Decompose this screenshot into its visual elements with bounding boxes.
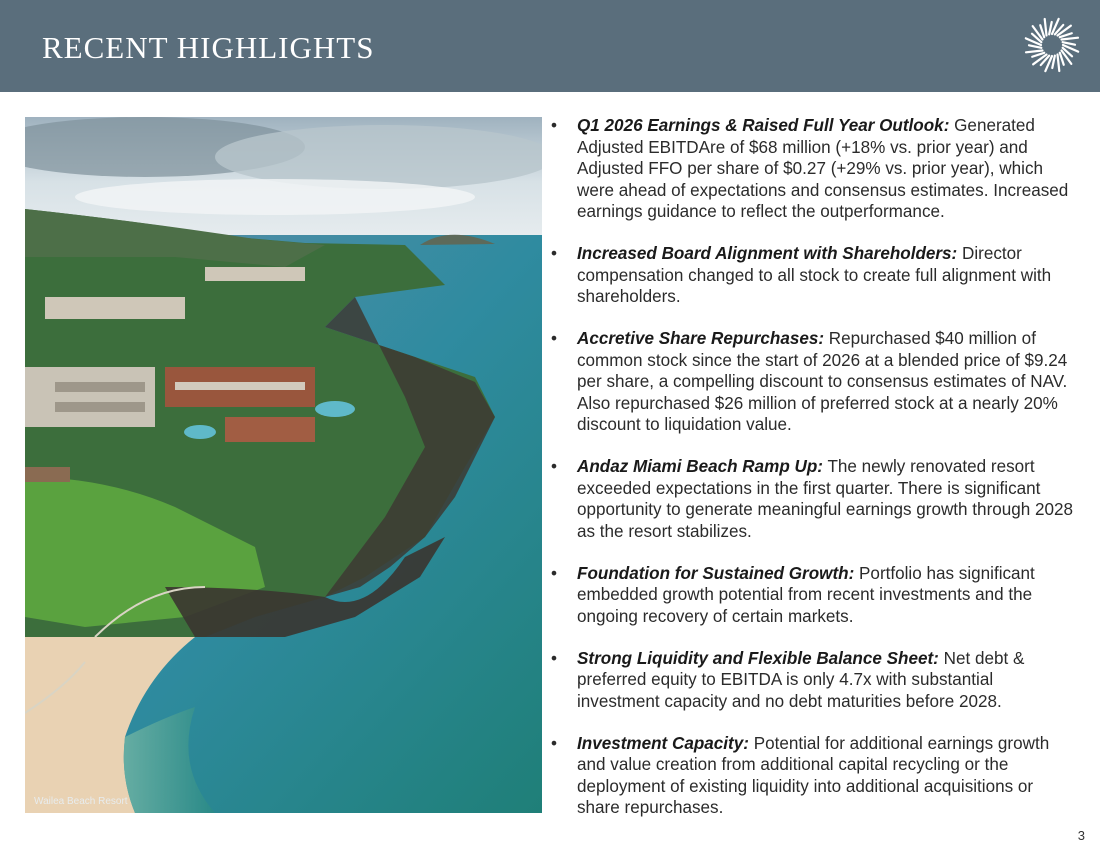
highlight-item — [549, 563, 1074, 628]
bullet-marker: • — [551, 648, 557, 668]
highlight-body: Portfolio has significant embedded growth potential from recent investments and the ongoing recovery of certain markets. — [577, 563, 1040, 626]
highlight-lead: Foundation for Sustained Growth: — [577, 563, 855, 583]
page-number: 3 — [1077, 828, 1085, 843]
highlight-lead: Increased Board Alignment with Shareholders: — [577, 244, 958, 263]
highlight-lead: Accretive Share Repurchases: — [577, 329, 825, 348]
highlight-body: Net debt & preferred equity to EBITDA is only 4.7x with substantial investment capacity and no debt maturities before 2028. — [577, 648, 1030, 711]
bullet-marker: • — [551, 457, 557, 476]
highlight-item — [549, 328, 1074, 436]
highlight-item — [549, 243, 1074, 308]
highlight-lead: Q1 2026 Earnings & Raised Full Year Outlook: — [577, 116, 950, 135]
highlight-item — [549, 115, 1074, 223]
highlight-item — [549, 456, 1078, 542]
bullet-marker: • — [551, 563, 557, 583]
page-title: RECENT HIGHLIGHTS — [42, 30, 375, 65]
highlight-body: Generated Adjusted EBITDAre of $68 million (+18% vs. prior year) and Adjusted FFO per share of $0.27 (+29% vs. prior year), which were ahead of expectations and consensus estimates. Increased earnings guidance to reflect the outperformance. — [577, 116, 1074, 221]
bullet-marker: • — [551, 733, 557, 753]
bullet-marker: • — [551, 116, 557, 135]
highlight-item — [549, 733, 1074, 819]
highlight-body: Repurchased $40 million of common stock since the start of 2026 at a blended price of $9.24 per share, a compelling discount to consensus estimates of NAV. Also repurchased $26 million of preferred stock at a nearly 20% discount to liquidation value. — [577, 329, 1073, 434]
sunburst-logo-icon — [1023, 16, 1081, 74]
highlight-lead: Strong Liquidity and Flexible Balance Sheet: — [577, 648, 939, 668]
bullet-marker: • — [551, 329, 557, 348]
highlight-body: The newly renovated resort exceeded expectations in the first quarter. There is significant opportunity to generate meaningful earnings growth through 2028 as the resort stabilizes. — [577, 457, 1078, 541]
highlight-item — [549, 648, 1074, 713]
resort-aerial-photo — [25, 117, 542, 813]
bullet-marker: • — [551, 244, 557, 263]
highlight-body: Director compensation changed to all stock to create full alignment with shareholders. — [577, 244, 1056, 306]
header-bar — [0, 0, 1100, 92]
highlight-body: Potential for additional earnings growth and value creation from additional capital recycling or the deployment of existing liquidity into additional acquisitions or share repurchases. — [577, 733, 1054, 817]
photo-caption: Wailea Beach Resort — [34, 796, 128, 807]
highlight-lead: Investment Capacity: — [577, 733, 749, 753]
highlights-list — [549, 115, 1078, 839]
highlight-lead: Andaz Miami Beach Ramp Up: — [577, 457, 823, 476]
